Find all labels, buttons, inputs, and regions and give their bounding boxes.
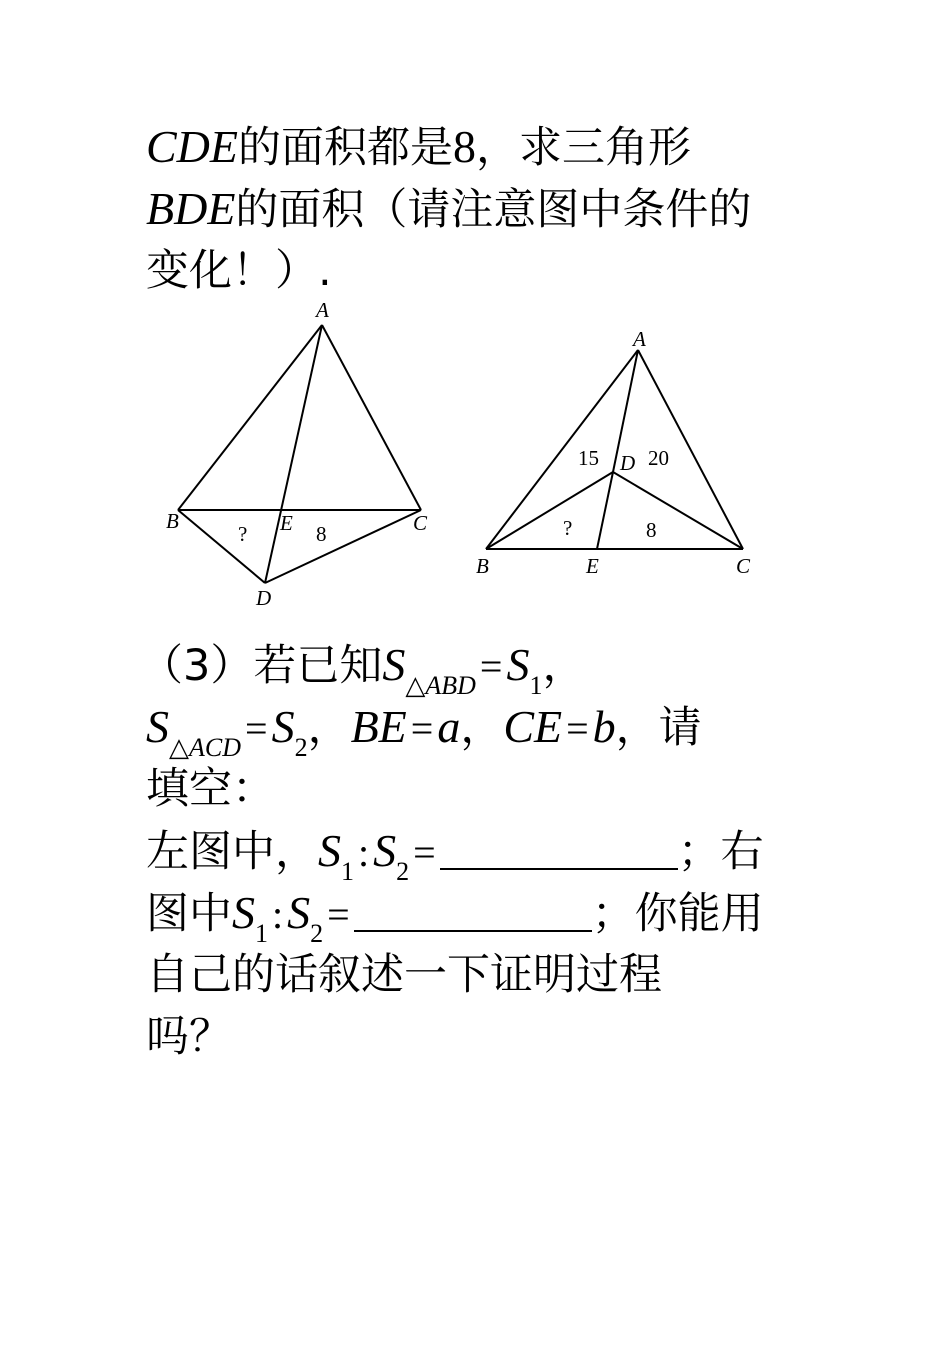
var-s: S bbox=[373, 825, 397, 876]
left-figure bbox=[178, 325, 421, 583]
left-segment-ab bbox=[178, 325, 322, 510]
right-figure bbox=[486, 350, 743, 549]
part3-line-6 bbox=[146, 950, 662, 1000]
part3-you: ；右 bbox=[677, 827, 764, 877]
var-ce: CE bbox=[503, 701, 563, 752]
colon: : bbox=[272, 892, 284, 937]
part3-line-3 bbox=[146, 764, 275, 814]
part3-line-7 bbox=[146, 1012, 232, 1062]
right-segment-de bbox=[597, 472, 613, 549]
sub-2: 2 bbox=[396, 857, 410, 886]
answer-blank-right[interactable] bbox=[354, 894, 592, 932]
part3-question: 自己的话叙述一下证明过程 bbox=[146, 950, 662, 1000]
var-a: a bbox=[437, 701, 461, 752]
part3-prefix: （3）若已知 bbox=[140, 641, 383, 691]
eq-sign: = bbox=[413, 830, 436, 875]
left-label-d: D bbox=[256, 586, 272, 610]
num-8: 8 bbox=[453, 121, 476, 172]
left-segment-ac bbox=[322, 325, 421, 510]
left-segment-bd bbox=[178, 510, 265, 583]
sub-2: 2 bbox=[294, 733, 308, 762]
right-segment-ab bbox=[486, 350, 638, 549]
left-prefix: 左图中， bbox=[146, 827, 318, 877]
comma: ， bbox=[542, 641, 586, 691]
eq-sign: = bbox=[327, 892, 350, 937]
eq-sign: = bbox=[410, 706, 434, 751]
right-label-e: E bbox=[586, 554, 599, 578]
sub-2: 2 bbox=[310, 919, 324, 948]
left-area-unknown: ? bbox=[238, 522, 248, 546]
part3-line-5 bbox=[146, 888, 764, 959]
comma: ， bbox=[460, 703, 504, 753]
eq-sign: = bbox=[479, 644, 503, 689]
eq-sign: = bbox=[245, 706, 268, 751]
part3-semi: ；你能用 bbox=[591, 889, 764, 939]
right-label-d: D bbox=[620, 451, 636, 475]
right-label-b: B bbox=[476, 554, 489, 578]
var-cde: CDE bbox=[146, 121, 238, 172]
var-s: S bbox=[287, 887, 311, 938]
right-area-unknown: ? bbox=[563, 516, 573, 540]
right-prefix: 图中 bbox=[146, 889, 232, 939]
part3-line-2 bbox=[146, 702, 702, 773]
var-s: S bbox=[382, 639, 406, 690]
var-s: S bbox=[506, 639, 530, 690]
intro-text-4: 变化！）. bbox=[146, 246, 332, 296]
var-be: BE bbox=[350, 701, 407, 752]
var-bde: BDE bbox=[146, 183, 236, 234]
left-segment-ad bbox=[265, 325, 322, 583]
left-area-known: 8 bbox=[316, 522, 327, 546]
var-s: S bbox=[232, 887, 255, 938]
var-s: S bbox=[271, 701, 295, 752]
var-b: b bbox=[592, 701, 616, 752]
left-label-b: B bbox=[166, 509, 179, 533]
intro-text-1: 的面积都是 bbox=[238, 123, 453, 173]
eq-sign: = bbox=[566, 706, 589, 751]
var-s: S bbox=[146, 701, 169, 752]
right-label-a: A bbox=[633, 327, 646, 351]
answer-blank-left[interactable] bbox=[440, 832, 678, 870]
var-s: S bbox=[318, 825, 341, 876]
right-area-known: 8 bbox=[646, 518, 657, 542]
sub-acd: △ACD bbox=[169, 733, 241, 762]
right-segment-bd bbox=[486, 472, 613, 549]
right-area-abd: 15 bbox=[578, 446, 599, 470]
colon: : bbox=[358, 830, 370, 875]
intro-line-2 bbox=[146, 184, 751, 235]
sub-abd: △ABD bbox=[405, 671, 476, 700]
part3-question-end: 吗？ bbox=[146, 1012, 232, 1062]
intro-text-3: 的面积（请注意图中条件的 bbox=[235, 185, 752, 235]
intro-text-2: ，求三角形 bbox=[476, 123, 691, 173]
comma: ， bbox=[307, 703, 351, 753]
left-label-a: A bbox=[316, 298, 329, 322]
part3-qing: ，请 bbox=[615, 703, 702, 753]
figures bbox=[0, 295, 950, 615]
intro-line-1 bbox=[146, 122, 691, 173]
part3-fill: 填空： bbox=[146, 764, 275, 814]
left-label-e: E bbox=[280, 511, 293, 535]
left-label-c: C bbox=[413, 511, 428, 535]
intro-line-3 bbox=[146, 246, 332, 296]
right-area-acd: 20 bbox=[648, 446, 669, 470]
sub-1: 1 bbox=[341, 857, 354, 886]
sub-1: 1 bbox=[529, 671, 543, 700]
right-label-c: C bbox=[736, 554, 751, 578]
sub-1: 1 bbox=[255, 919, 268, 948]
